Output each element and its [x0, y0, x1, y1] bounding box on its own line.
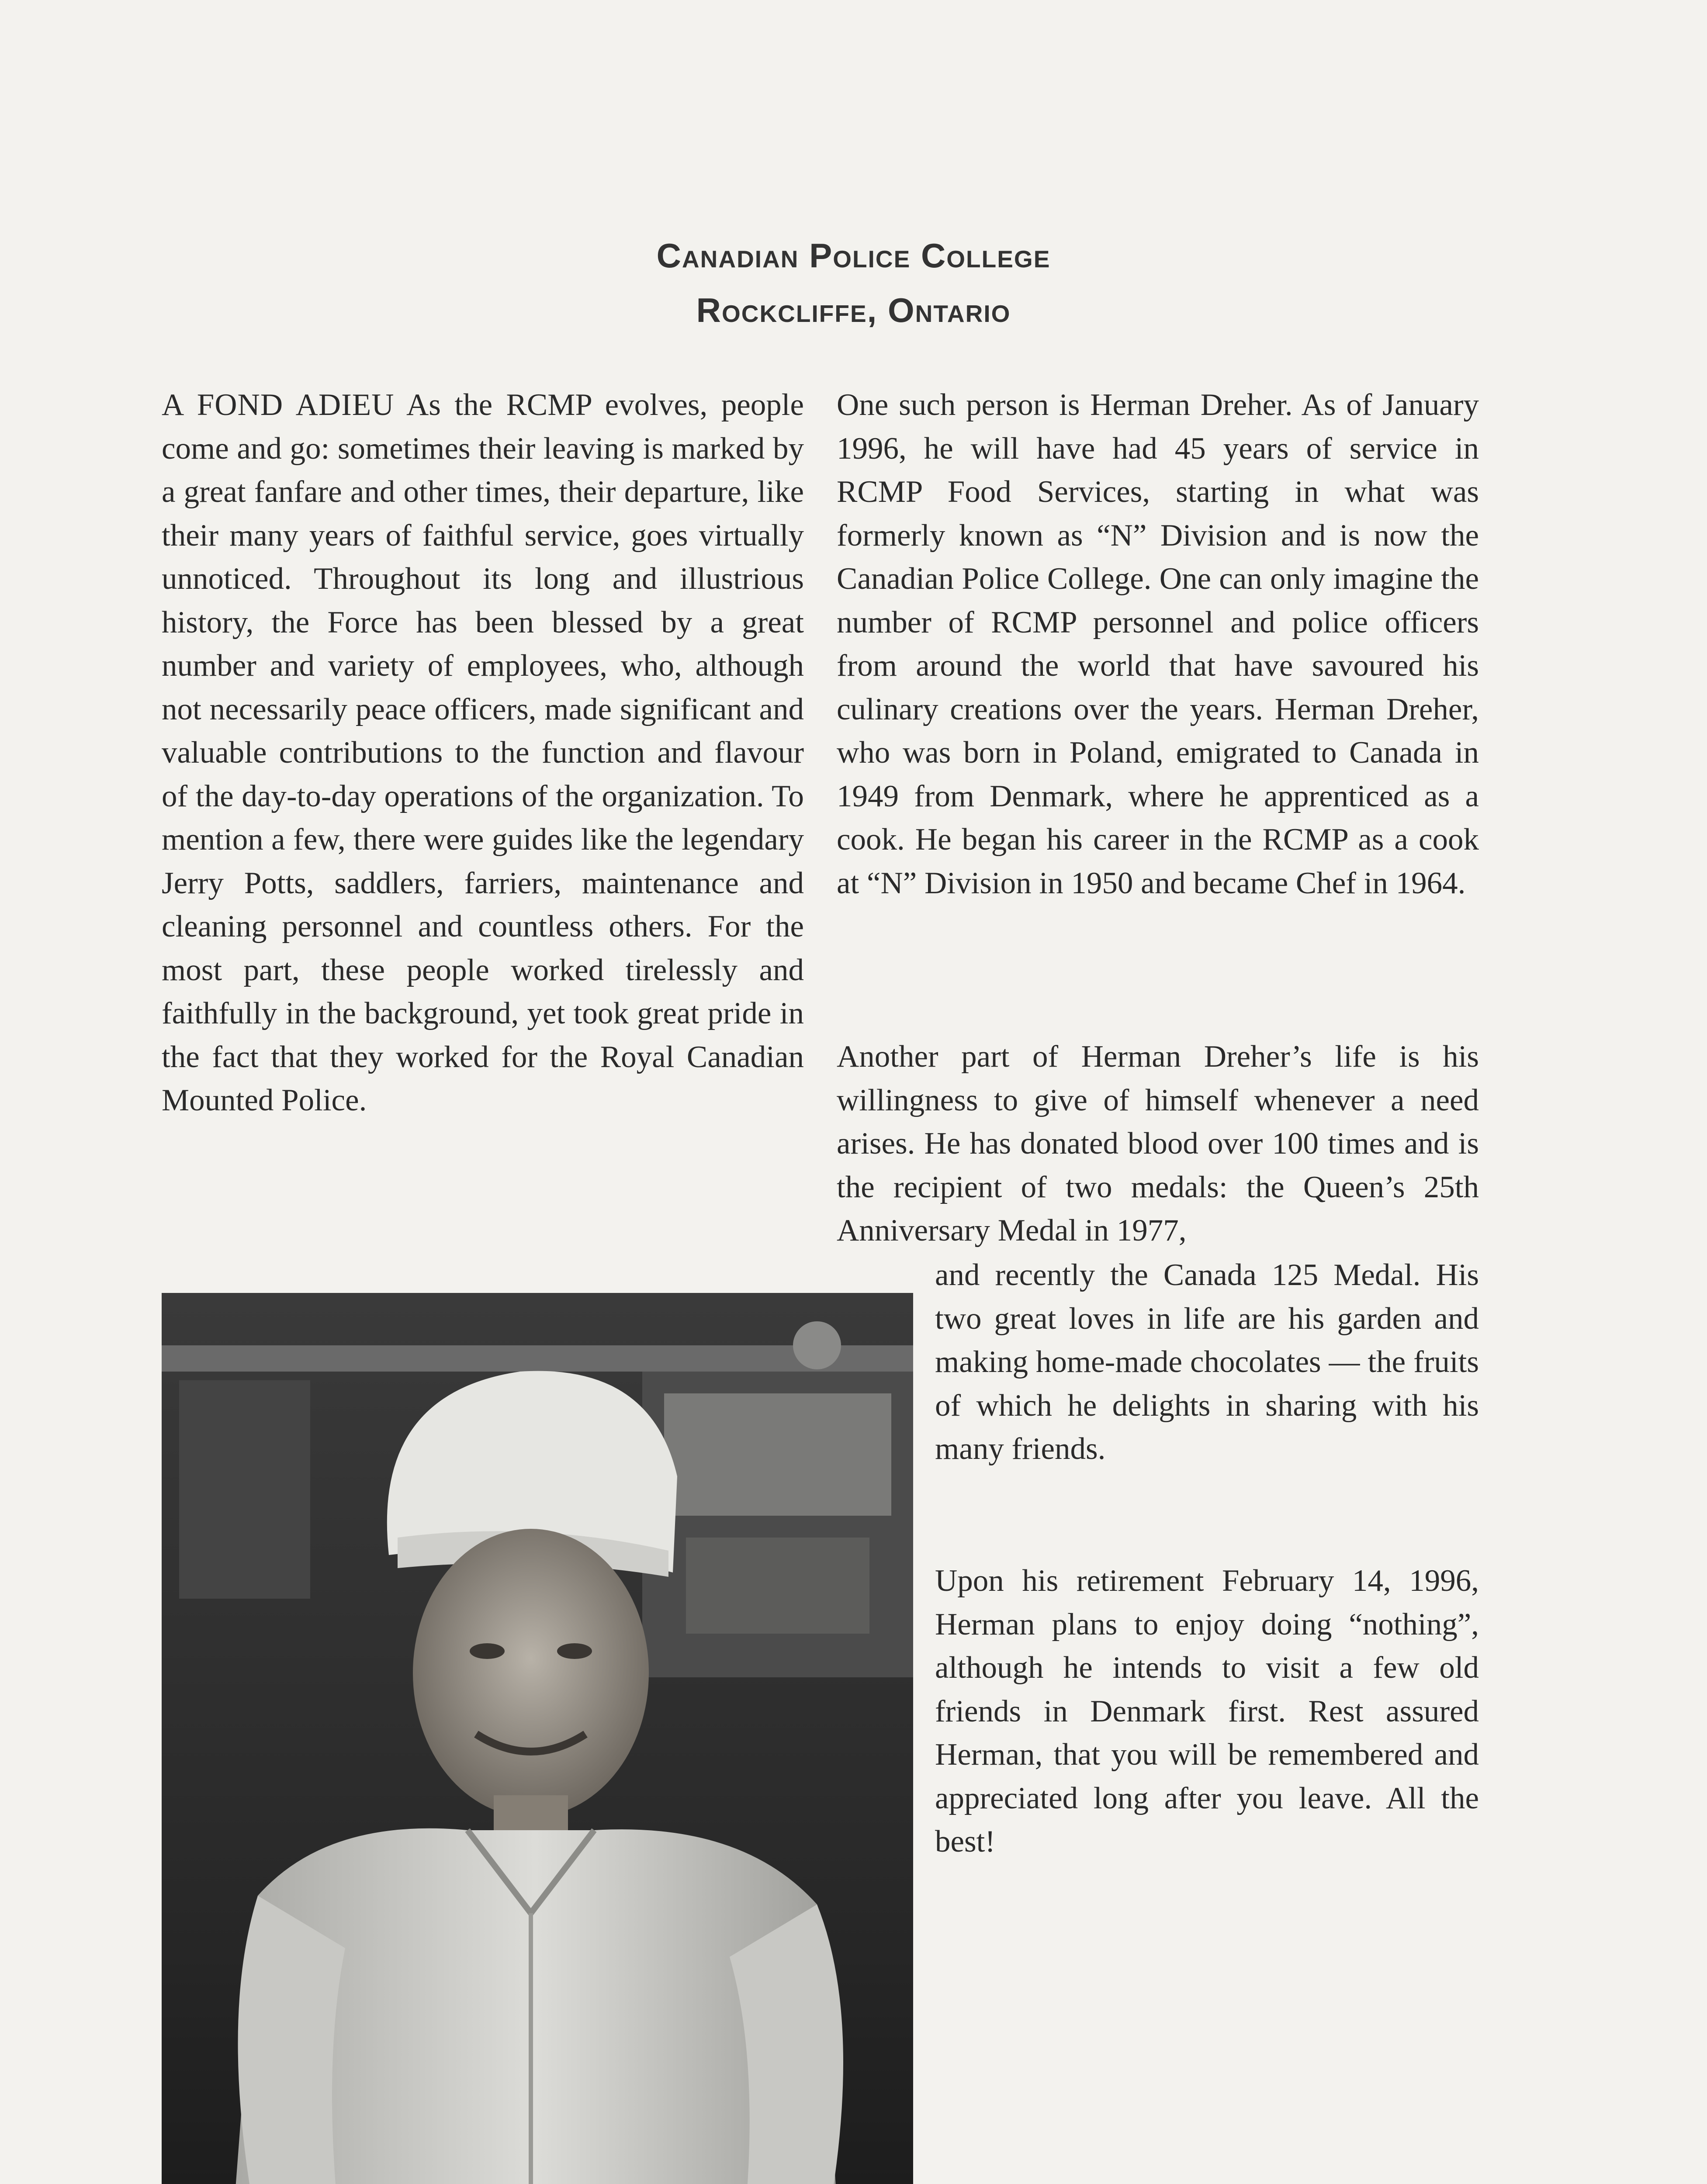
paragraph-1-text: As the RCMP evolves, people come and go: sometimes their leaving is marked by a great fanfare and other times, their departure, like their many years of faithful service, goes virtually unnoticed. Throughout its long and illustrious history, the Force has been blessed by a great number and variety of employees, who, although not necessarily peace officers, made significant and valuable contributions to the function and flavour of the day-to-day operations of the organization. To mention a few, there were guides like the legendary Jerry Potts, saddlers, farriers, maintenance and cleaning personnel and countless others. For the most part, these people worked tirelessly and faithfully in the background, yet took great pride in the fact that they worked for the Royal Canadian Mounted Police.	[162, 388, 804, 1117]
article-paragraph-3-part-b: and recently the Canada 125 Medal. His two great loves in life are his garden and making home-made chocolates — the fruits of which he delights in sharing with his many friends.	[935, 1258, 1479, 1466]
article-paragraph-1	[162, 384, 804, 1123]
header-line-1: Canadian Police College	[656, 236, 1051, 275]
article-paragraph-2: One such person is Herman Dreher. As of January 1996, he will have had 45 years of service in RCMP Food Services, starting in what was formerly known as “N” Division and is now the Canadian Police College. One can only imagine the number of RCMP personnel and police officers from around the world that have savoured his culinary creations over the years. Herman Dreher, who was born in Poland, emigrated to Canada in 1949 from Denmark, where he apprenticed as a cook. He began his career in the RCMP as a cook at “N” Division in 1950 and became Chef in 1964.	[837, 388, 1479, 900]
chef-photo	[162, 1293, 913, 2184]
article-paragraph-4: Upon his retirement February 14, 1996, Herman plans to enjoy doing “nothing”, although he intends to visit a few old friends in Denmark first. Rest assured Herman, that you will be remembered and appreciated long after you leave. All the best!	[935, 1564, 1479, 1859]
article-paragraph-3-part-a: Another part of Herman Dreher’s life is his willingness to give of himself whenever a need arises. He has donated blood over 100 times and is the recipient of two medals: the Queen’s 25th Anniversary Medal in 1977,	[837, 1040, 1479, 1248]
lead-in: A FOND ADIEU	[162, 388, 395, 422]
header-line-2: Rockcliffe, Ontario	[696, 291, 1011, 329]
